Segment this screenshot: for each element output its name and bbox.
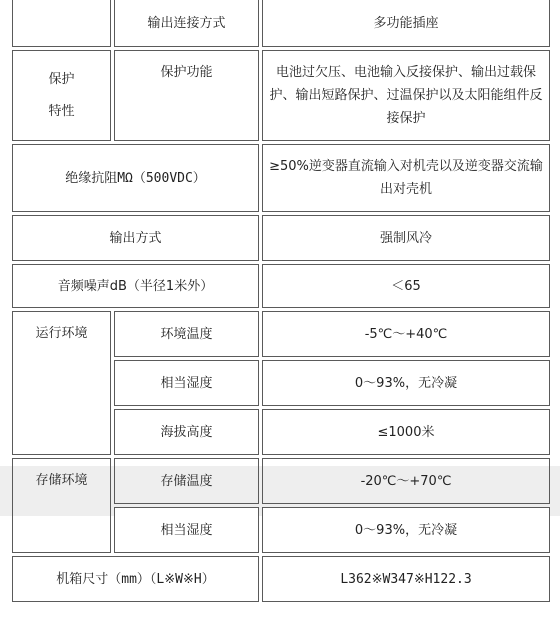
spec-table [9,0,553,605]
spec-label: 输出连接方式 [114,0,259,47]
spec-value: -20℃～+70℃ [262,458,550,504]
spec-value: -5℃～+40℃ [262,311,550,357]
table-row [12,458,550,504]
spec-value: 0～93%，无冷凝 [262,507,550,553]
spec-label: 音频噪声dB（半径1米外） [12,264,259,308]
spec-value: ≥50%逆变器直流输入对机壳以及逆变器交流输出对壳机 [262,144,550,212]
spec-label: 绝缘抗阻MΩ（500VDC） [12,144,259,212]
spec-group-cell: 存储环境 [12,458,111,553]
spec-label: 相当湿度 [114,360,259,406]
table-row [12,0,550,47]
spec-label: 输出方式 [12,215,259,261]
table-row [12,50,550,141]
spec-label: 存储温度 [114,458,259,504]
spec-group-cell [12,50,111,141]
table-row [12,311,550,357]
spec-value: 0～93%，无冷凝 [262,360,550,406]
table-row [12,264,550,308]
spec-group-cell [12,0,111,47]
spec-label: 机箱尺寸（mm）（L※W※H） [12,556,259,602]
spec-value: L362※W347※H122.3 [262,556,550,602]
spec-value: ＜65 [262,264,550,308]
spec-value: 强制风冷 [262,215,550,261]
spec-value: 多功能插座 [262,0,550,47]
spec-label: 相当湿度 [114,507,259,553]
spec-group-cell: 运行环境 [12,311,111,455]
spec-label: 海拔高度 [114,409,259,455]
table-row [12,144,550,212]
table-row [12,556,550,602]
table-row [12,215,550,261]
group-label: 保护 [48,71,75,87]
group-label: 特性 [48,103,75,119]
spec-value: ≤1000米 [262,409,550,455]
spec-label: 环境温度 [114,311,259,357]
spec-label: 保护功能 [114,50,259,141]
spec-value: 电池过欠压、电池输入反接保护、输出过载保护、输出短路保护、过温保护以及太阳能组件反接保护 [262,50,550,141]
